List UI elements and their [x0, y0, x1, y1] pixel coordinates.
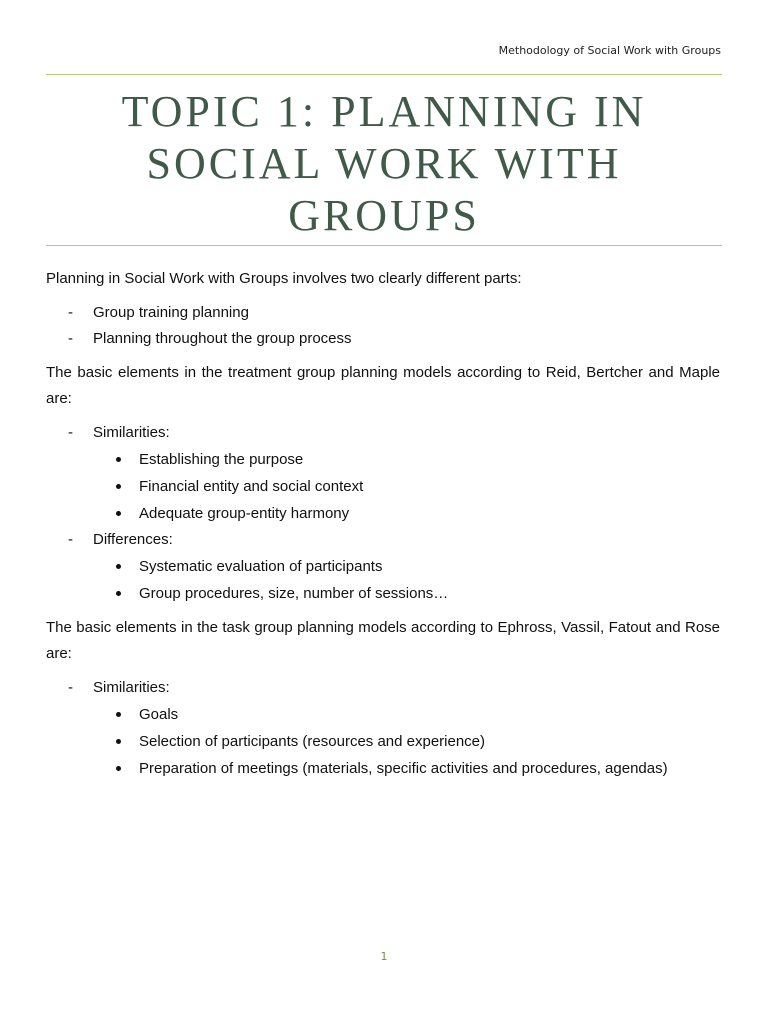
- intro-paragraph: Planning in Social Work with Groups involves two clearly different parts:: [46, 270, 522, 287]
- bullet-item: [93, 580, 720, 607]
- bullet-item: [93, 701, 720, 728]
- bullet-text: Preparation of meetings (materials, specific activities and procedures, agendas): [139, 760, 668, 777]
- page-number: 1: [380, 950, 388, 963]
- task-list: [46, 675, 720, 782]
- list-item-text: Differences:: [93, 531, 173, 548]
- bullet-item: [93, 446, 720, 473]
- bullet-text: Establishing the purpose: [139, 451, 304, 468]
- bullet-text: Adequate group-entity harmony: [139, 505, 350, 522]
- treatment-intro-paragraph: The basic elements in the treatment group planning models according to Reid, Bertcher and Maple are:: [46, 364, 720, 407]
- title-line-1: TOPIC 1: PLANNING IN: [121, 87, 647, 136]
- list-item: [46, 420, 720, 527]
- task-intro-paragraph: The basic elements in the task group planning models according to Ephross, Vassil, Fatout and Rose are:: [46, 619, 720, 662]
- bullet-dot: [116, 564, 121, 569]
- document-body: [46, 266, 720, 790]
- header-rule-bottom: [46, 245, 722, 246]
- bullet-dot: [116, 457, 121, 462]
- bullet-text: Financial entity and social context: [139, 478, 364, 495]
- dash-marker: -: [68, 330, 73, 347]
- list-item-text: Similarities:: [93, 424, 170, 441]
- title-line-3: GROUPS: [288, 191, 480, 240]
- title-line-2: SOCIAL WORK WITH: [146, 139, 622, 188]
- bullet-dot: [116, 766, 121, 771]
- bullet-dot: [116, 712, 121, 717]
- treatment-similarities-list: [93, 446, 720, 527]
- bullet-text: Selection of participants (resources and experience): [139, 733, 486, 750]
- task-similarities-list: [93, 701, 720, 782]
- list-item-text: Group training planning: [93, 304, 249, 321]
- bullet-item: [93, 728, 720, 755]
- bullet-text: Systematic evaluation of participants: [139, 558, 383, 575]
- bullet-dot: [116, 511, 121, 516]
- list-item: [46, 675, 720, 782]
- list-item: [46, 326, 720, 352]
- treatment-differences-list: [93, 553, 720, 607]
- bullet-item: [93, 553, 720, 580]
- bullet-dot: [116, 484, 121, 489]
- dash-marker: -: [68, 679, 73, 696]
- dash-marker: -: [68, 531, 73, 548]
- list-item-text: Planning throughout the group process: [93, 330, 352, 347]
- bullet-text: Group procedures, size, number of sessions…: [139, 585, 449, 602]
- header-rule-top: [46, 74, 722, 75]
- bullet-dot: [116, 591, 121, 596]
- parts-list: [46, 300, 720, 352]
- bullet-item: [93, 755, 720, 782]
- dash-marker: -: [68, 304, 73, 321]
- list-item-text: Similarities:: [93, 679, 170, 696]
- list-item: [46, 527, 720, 607]
- bullet-text: Goals: [139, 706, 179, 723]
- bullet-dot: [116, 739, 121, 744]
- list-item: [46, 300, 720, 326]
- bullet-item: [93, 500, 720, 527]
- bullet-item: [93, 473, 720, 500]
- treatment-list: [46, 420, 720, 607]
- dash-marker: -: [68, 424, 73, 441]
- running-header: Methodology of Social Work with Groups: [498, 44, 721, 57]
- page-title: [46, 86, 722, 242]
